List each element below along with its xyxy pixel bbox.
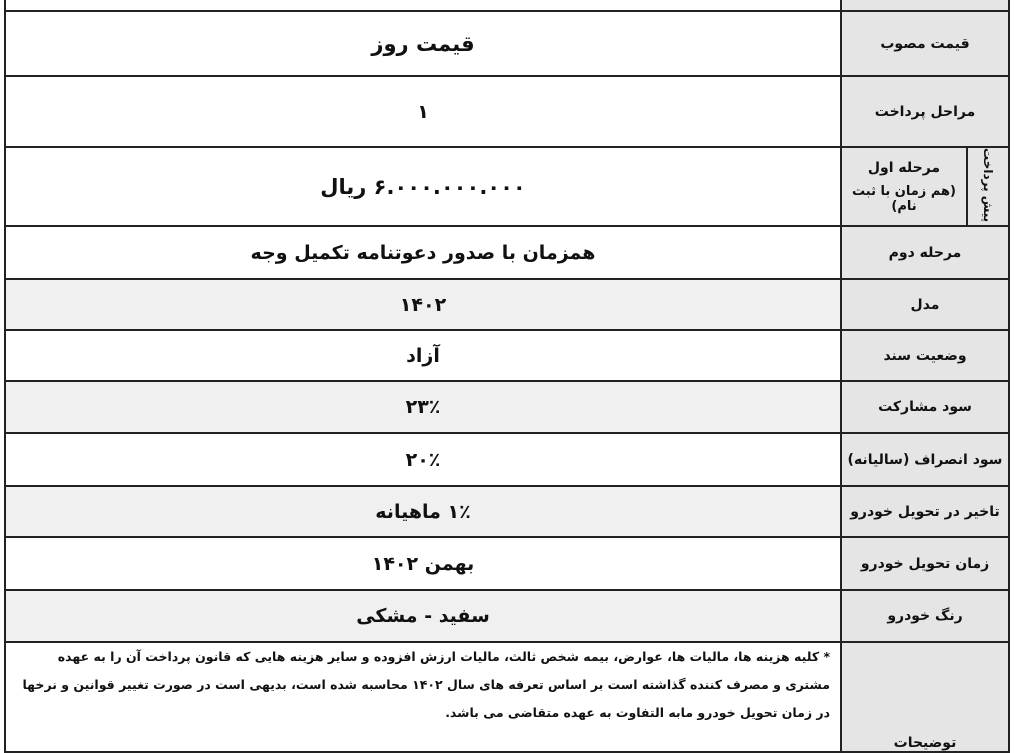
row-car-color (5, 590, 1009, 642)
document-status-label: وضعیت سند (841, 330, 1009, 381)
notes-label: توضیحات (841, 642, 1009, 752)
row-participation-profit (5, 381, 1009, 433)
car-color-value: سفید - مشکی (5, 590, 841, 642)
model-label: مدل (841, 279, 1009, 330)
approved-price-label: قیمت مصوب (841, 11, 1009, 76)
participation-profit-value: ۲۳٪ (5, 381, 841, 433)
row-document-status (5, 330, 1009, 381)
document-status-value: آزاد (5, 330, 841, 381)
delivery-delay-label: تاخیر در تحویل خودرو (841, 486, 1009, 537)
row-model (5, 279, 1009, 330)
row-delivery-time (5, 537, 1009, 590)
delivery-time-label: زمان تحویل خودرو (841, 537, 1009, 590)
car-color-label: رنگ خودرو (841, 590, 1009, 642)
cancellation-profit-value: ۲۰٪ (5, 433, 841, 486)
conditions-table (4, 0, 1010, 753)
participation-profit-label: سود مشارکت (841, 381, 1009, 433)
top-partial-row (5, 0, 1009, 11)
cancellation-profit-label: سود انصراف (سالیانه) (841, 433, 1009, 486)
approved-price-value: قیمت روز (5, 11, 841, 76)
row-approved-price (5, 11, 1009, 76)
stage2-label: مرحله دوم (841, 226, 1009, 279)
stage1-sub-label: (هم زمان با ثبت نام) (852, 183, 956, 214)
delivery-delay-value: ۱٪ ماهیانه (5, 486, 841, 537)
row-notes (5, 642, 1009, 752)
model-value: ۱۴۰۲ (5, 279, 841, 330)
row-prepayment-stage1 (5, 147, 1009, 226)
delivery-time-value: بهمن ۱۴۰۲ (5, 537, 841, 590)
notes-text: * کلیه هزینه ها، مالیات ها، عوارض، بیمه شخص ثالث، مالیات ارزش افزوده و سایر هزینه هایی که قانون پرداخت آن را به عهده مشتری و مصرف کننده گذاشته است بر اساس تعرفه های سال ۱۴۰۲ محاسبه شده است، بدیهی است در صورت تغییر قوانین و نرخها در زمان تحویل خودرو مابه التفاوت به عهده متقاضی می باشد. (5, 642, 841, 752)
stage1-value: ۶.۰۰۰.۰۰۰.۰۰۰ ریال (5, 147, 841, 226)
row-delivery-delay (5, 486, 1009, 537)
prepayment-group-label: پیش پرداخت (967, 147, 1009, 226)
payment-stages-value: ۱ (5, 76, 841, 147)
row-payment-stages (5, 76, 1009, 147)
row-stage2 (5, 226, 1009, 279)
payment-stages-label: مراحل پرداخت (841, 76, 1009, 147)
stage1-label: مرحله اول (هم زمان با ثبت نام) (841, 147, 967, 226)
row-cancellation-profit (5, 433, 1009, 486)
stage2-value: همزمان با صدور دعوتنامه تکمیل وجه (5, 226, 841, 279)
